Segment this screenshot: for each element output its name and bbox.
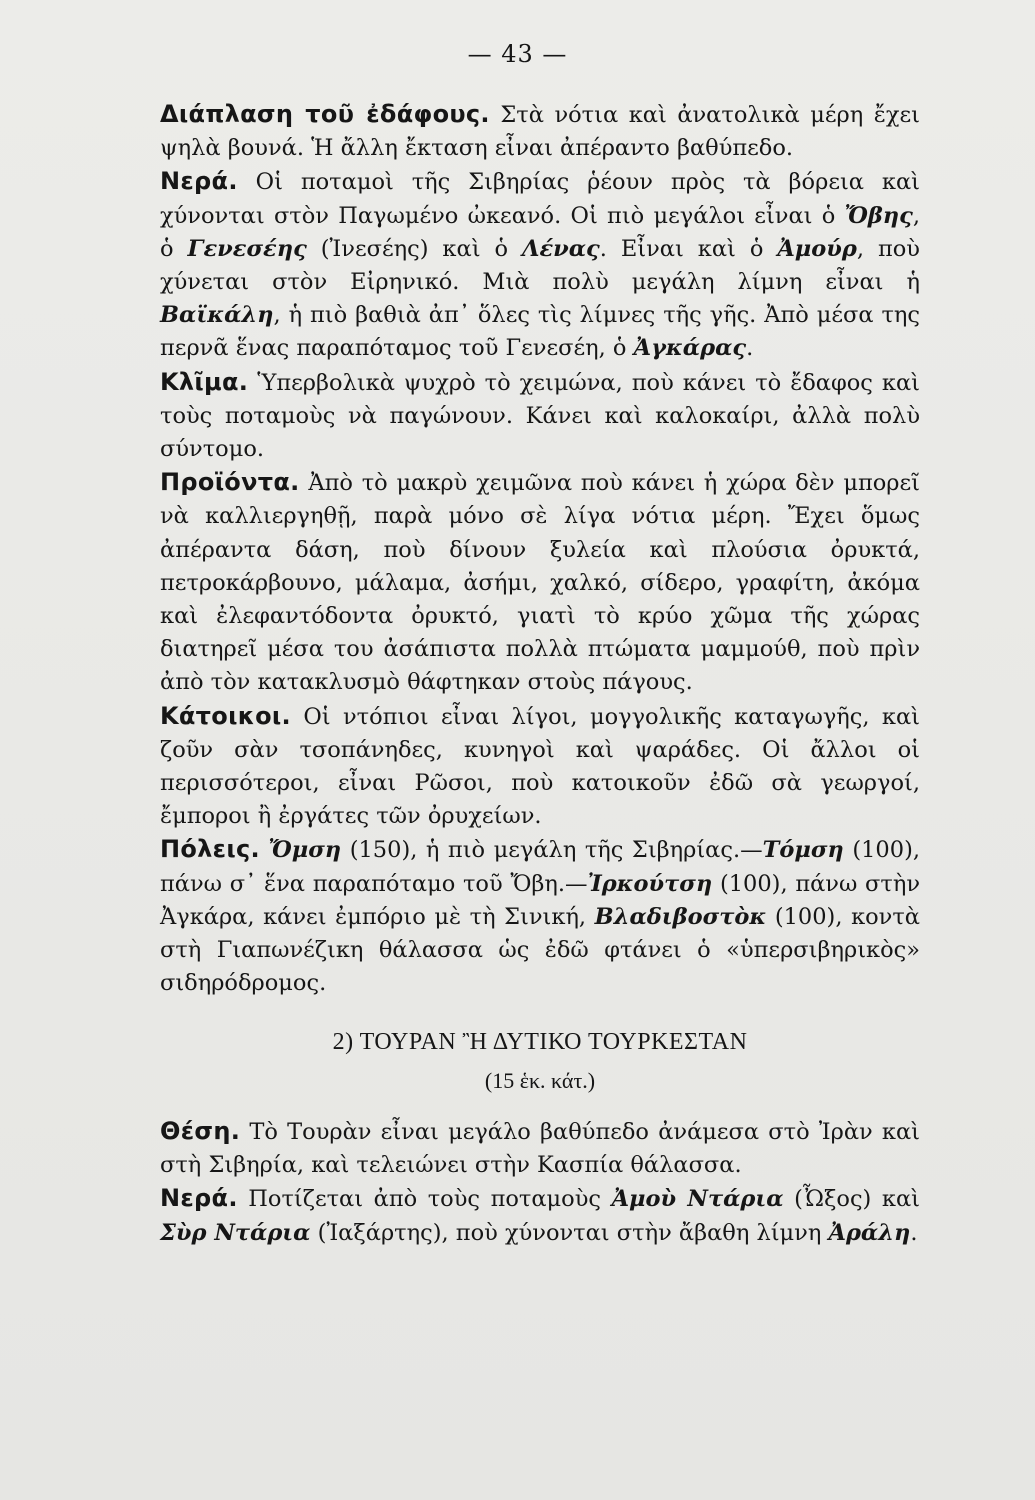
paragraph-text: Ποτίζεται ἀπὸ τοὺς ποταμοὺς xyxy=(237,1186,612,1213)
turan-paragraphs xyxy=(160,1115,920,1250)
paragraph xyxy=(160,165,920,365)
paragraph-heading: Διάπλαση τοῦ ἐδάφους. xyxy=(160,100,490,128)
paragraph-text: (100), πάνω σ᾿ ἕνα παραπόταμο τοῦ Ὄβη.— xyxy=(160,837,920,897)
paragraph-heading: Κλῖμα. xyxy=(160,367,249,396)
paragraph-text: , ὁ xyxy=(160,202,920,262)
paragraph-heading: Προϊόντα. xyxy=(160,468,300,497)
paragraph-text: . xyxy=(910,1219,918,1246)
proper-name: Ἀράλη xyxy=(828,1219,911,1246)
proper-name: Βλαδιβοστὸκ xyxy=(594,903,767,930)
paragraph-text: . xyxy=(746,335,754,362)
proper-name: Ἀμούρ xyxy=(777,235,857,262)
paragraph-text: (Ἰαξάρτης), ποὺ χύνονται στὴν ἄβαθη λίμνη xyxy=(310,1219,829,1246)
section-subtitle: (15 ἑκ. κάτ.) xyxy=(484,1067,596,1093)
paragraph-heading: Θέση. xyxy=(160,1116,241,1145)
paragraph xyxy=(160,466,920,699)
paragraph xyxy=(160,98,920,165)
proper-name: Γενεσέης xyxy=(187,235,307,262)
paragraph-text: Στὰ νότια καὶ ἀνατολικὰ μέρη ἔχει ψηλὰ βουνά. Ἡ ἄλλη ἔκταση εἶναι ἀπέραντο βαθύπεδο. xyxy=(160,102,920,162)
paragraph-text: , ποὺ χύνεται στὸν Εἰρηνικό. Μιὰ πολὺ μεγάλη λίμνη εἶναι ἡ xyxy=(160,235,920,296)
paragraph-heading: Κάτοικοι. xyxy=(160,701,291,730)
paragraph-heading: Πόλεις. xyxy=(160,835,260,864)
paragraph-heading: Νερά. xyxy=(160,167,238,196)
proper-name: Τόμση xyxy=(762,837,844,864)
proper-name: Ἰρκούτση xyxy=(587,870,713,897)
page-number: — 43 — xyxy=(467,40,568,68)
paragraph-text: Οἱ ποταμοὶ τῆς Σιβηρίας ῥέουν πρὸς τὰ βόρεια καὶ χύνονται στὸν Παγωμένο ὠκεανό. Οἱ πιὸ μεγάλοι εἶναι ὁ xyxy=(160,169,920,229)
paragraph xyxy=(160,366,920,467)
paragraph xyxy=(160,833,920,1000)
paragraph xyxy=(160,1182,920,1249)
proper-name: Λένας xyxy=(522,235,600,262)
paragraph-text: (Ἰνεσέης) καὶ ὁ xyxy=(306,235,522,262)
proper-name: Βαϊκάλη xyxy=(160,302,274,329)
proper-name: Ὄμση xyxy=(268,837,342,864)
paragraph-text: Ἀπὸ τὸ μακρὺ χειμῶνα ποὺ κάνει ἡ χώρα δὲν μπορεῖ νὰ καλλιεργηθῇ, παρὰ μόνο σὲ λίγα νότια μέρη. Ἔχει ὅμως ἀπέραντα δάση, ποὺ δίνουν ξυλεία καὶ πλούσια ὀρυκτά, πετροκάρβουνο, μάλαμα, ἀσήμι, χαλκό, σίδερο, γραφίτη, ἀκόμα καὶ ἐλεφαντόδοντα ὀρυκτό, γιατὶ τὸ κρύο χῶμα τῆς χώρας διατηρεῖ μέσα του ἀσάπιστα πολλὰ πτώματα μαμμούθ, ποὺ πρὶν ἀπὸ τὸν κατακλυσμὸ θάφτηκαν στοὺς πάγους. xyxy=(160,470,920,696)
section-title: 2) ΤΟΥΡΑΝ Ἢ ΔΥΤΙΚΟ ΤΟΥΡΚΕΣΤΑΝ xyxy=(332,1029,748,1056)
paragraph-text: (150), ἡ πιὸ μεγάλη τῆς Σιβηρίας.— xyxy=(341,837,763,864)
proper-name: Ἀμοὺ Ντάρια xyxy=(611,1186,784,1213)
paragraph-text: (100), πάνω στὴν Ἀγκάρα, κάνει ἐμπόριο μὲ τὴ Σινική, xyxy=(160,870,921,930)
paragraph-text: (100), κοντὰ στὴ Γιαπωνέζικη θάλασσα ὡς ἐδῶ φτάνει ὁ «ὑπερσιβηρικὸς» σιδηρόδρομος. xyxy=(160,903,920,997)
paragraph-text: Οἱ ντόπιοι εἶναι λίγοι, μογγολικῆς καταγωγῆς, καὶ ζοῦν σὰν τσοπάνηδες, κυνηγοὶ καὶ ψαράδες. Οἱ ἄλλοι οἱ περισσότεροι, εἶναι Ρῶσοι, ποὺ κατοικοῦν ἐδῶ σὰ γεωργοί, ἔμποροι ἢ ἐργάτες τῶν ὀρυχείων. xyxy=(160,703,920,830)
paragraph-heading: Νερά. xyxy=(160,1184,238,1213)
proper-name: Ἀγκάρας xyxy=(633,335,747,362)
proper-name: Σὺρ Ντάρια xyxy=(160,1219,311,1246)
paragraph-text: Ὑπερβολικὰ ψυχρὸ τὸ χειμώνα, ποὺ κάνει τὸ ἔδαφος καὶ τοὺς ποταμοὺς νὰ παγώνουν. Κάνει καὶ καλοκαίρι, ἀλλὰ πολὺ σύντομο. xyxy=(160,369,920,463)
paragraph-text: Τὸ Τουρὰν εἶναι μεγάλο βαθύπεδο ἀνάμεσα στὸ Ἰρὰν καὶ στὴ Σιβηρία, καὶ τελειώνει στὴν Κασπία θάλασσα. xyxy=(160,1118,920,1179)
proper-name: Ὄβης xyxy=(844,202,913,229)
siberia-paragraphs xyxy=(160,98,920,1000)
paragraph-text: , ἡ πιὸ βαθιὰ ἀπ᾿ ὅλες τὶς λίμνες τῆς γῆς. Ἀπὸ μέσα της περνᾶ ἕνας παραπόταμος τοῦ Γενεσέη, ὁ xyxy=(160,302,920,362)
paragraph xyxy=(160,1115,920,1182)
page-body xyxy=(160,98,920,1250)
paragraph-text: (Ὦξος) καὶ xyxy=(783,1186,920,1213)
paragraph-text: . Εἶναι καὶ ὁ xyxy=(599,235,778,262)
paragraph xyxy=(160,700,920,834)
